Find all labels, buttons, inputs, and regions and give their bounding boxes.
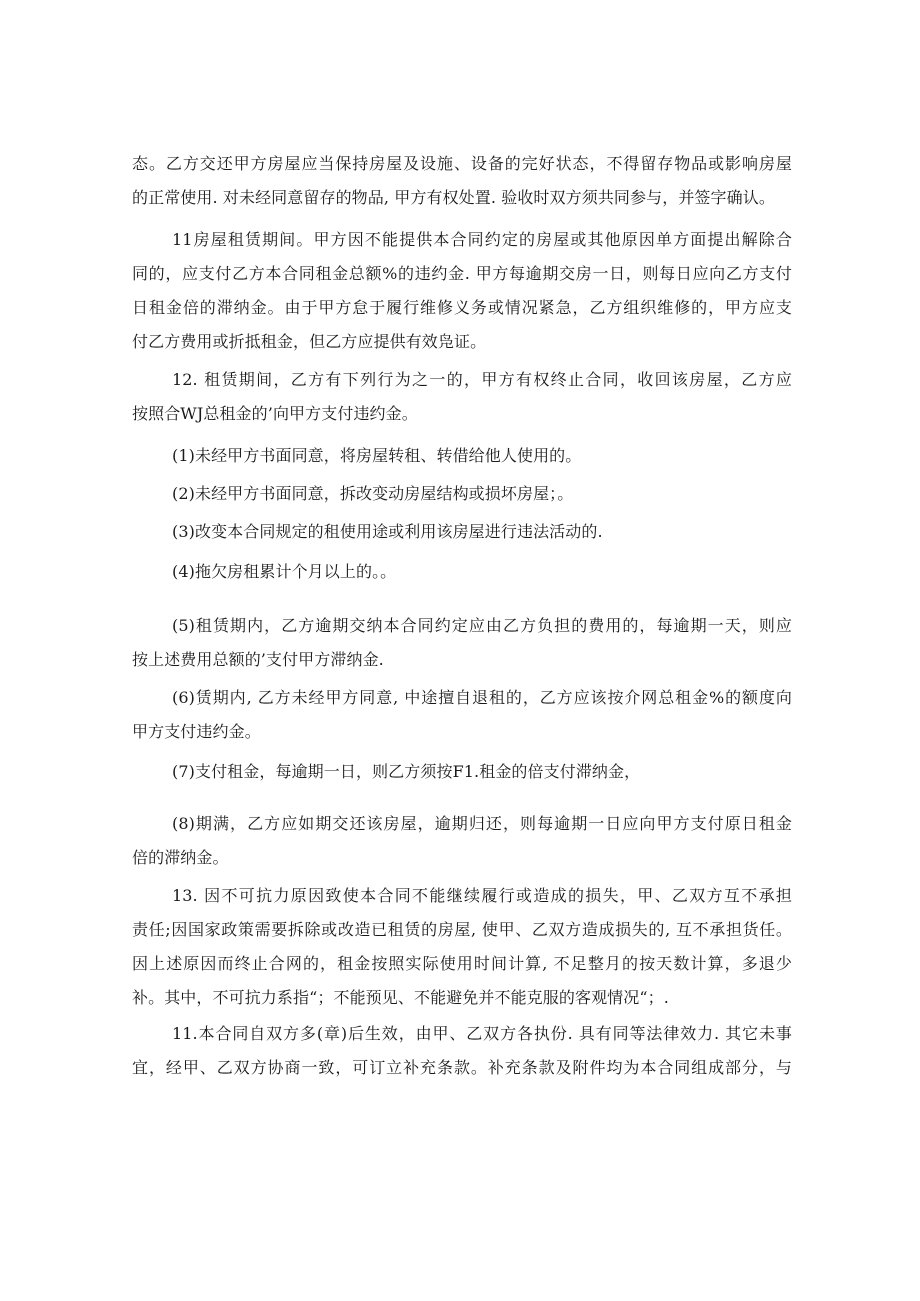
text-line: 同的，应支付乙方本合同租金总额%的违约金. 甲方每逾期交房一日，则每日应向乙方支付 — [132, 264, 792, 283]
text-line: 日租金倍的滞纳金。由于甲方怠于履行维修义务或情况紧急，乙方组织维修的，甲方应支 — [132, 298, 792, 317]
text-line: 13. 因不可抗力原因致使本合同不能继续履行或造成的损失，甲、乙双方互不承担 — [172, 886, 792, 905]
text-line: 宜，经甲、乙双方协商一致，可订立补充条款。补充条款及附件均为本合同组成部分，与 — [132, 1058, 792, 1077]
text-line: (1)未经甲方书面同意，将房屋转租、转借给他人使用的。 — [172, 446, 582, 465]
text-line: 按上述费用总额的’支付甲方滞纳金. — [132, 650, 384, 669]
text-line: (3)改变本合同规定的租使用途或利用该房屋进行违法活动的. — [172, 522, 603, 541]
text-line: 11房屋租赁期间。甲方因不能提供本合同约定的房屋或其他原因单方面提出解除合 — [172, 230, 792, 249]
text-line: (4)拖欠房租累计个月以上的。。 — [172, 562, 397, 581]
text-line: 责任;因国家政策需要拆除或改造已租赁的房屋, 使甲、乙双方造成损失的, 互不承担货任。 — [132, 920, 792, 939]
text-line: (6)赁期内, 乙方未经甲方同意, 中途擅自退租的，乙方应该按介网总租金%的额度向 — [172, 688, 792, 707]
text-line: (5)租赁期内，乙方逾期交纳本合同约定应由乙方负担的费用的，每逾期一天，则应 — [172, 616, 792, 635]
text-line: 12. 租赁期间，乙方有下列行为之一的，甲方有权终止合同，收回该房屋，乙方应 — [172, 370, 792, 389]
text-line: 的正常使用. 对未经同意留存的物品, 甲方有权处置. 验收时双方须共同参与，并签字确认。 — [132, 188, 775, 207]
text-line: 付乙方费用或折抵租金，但乙方应提供有效凫证。 — [132, 332, 487, 351]
text-line: 倍的滞纳金。 — [132, 848, 229, 867]
text-line: 按照合WJ总租金的’向甲方支付违约金。 — [132, 404, 418, 423]
text-line: 因上述原因而终止合网的，租金按照实际使用时间计算, 不足整月的按天数计算，多退少 — [132, 954, 792, 973]
text-line: (8)期满，乙方应如期交还该房屋，逾期归还，则每逾期一日应向甲方支付原日租金 — [172, 814, 792, 833]
text-line: 补。其中，不可抗力系指“；不能预见、不能避免并不能克服的客观情况“；. — [132, 988, 669, 1007]
text-line: 11.本合同自双方多(章)后生效，由甲、乙双方各执份. 具有同等法律效力. 其它未事 — [172, 1024, 792, 1043]
text-line: 甲方支付违约金。 — [132, 722, 261, 741]
text-line: (2)未经甲方书面同意，拆改变动房屋结构或损坏房屋；。 — [172, 484, 574, 503]
text-line: (7)支付租金，每逾期一日，则乙方须按F1.租金的倍支付滞纳金， — [172, 762, 641, 781]
text-line: 态。乙方交还甲方房屋应当保持房屋及设施、设备的完好状态，不得留存物品或影响房屋 — [132, 154, 792, 173]
